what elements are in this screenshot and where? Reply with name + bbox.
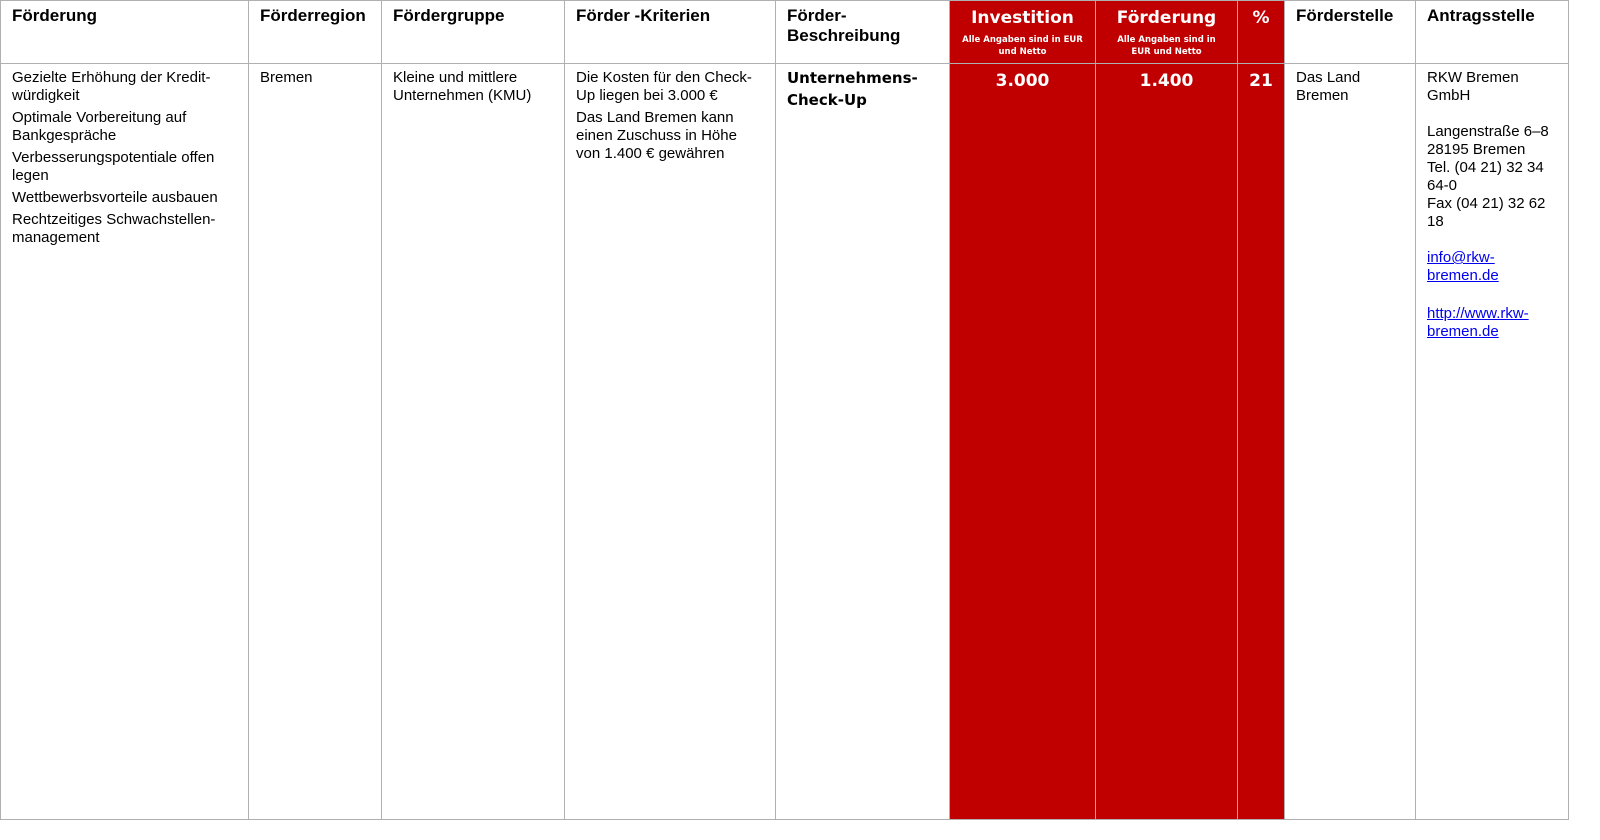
- list-item: Optimale Vorbereitung auf Bankgespräche: [12, 109, 187, 144]
- kriterium-text: Das Land Bremen kann einen Zuschuss in Höhe von 1.400 € gewähren: [576, 109, 737, 162]
- note-line: und Netto: [998, 47, 1047, 57]
- header-row: [1, 1, 1569, 64]
- note-line: EUR und Netto: [1131, 47, 1202, 57]
- header-foerderstelle: Förderstelle: [1285, 1, 1416, 64]
- cell-kriterien: [565, 64, 776, 820]
- header-investition-label: Investition: [971, 8, 1074, 28]
- beschreibung-line: Check-Up: [787, 91, 867, 109]
- cell-percent: 21: [1238, 64, 1285, 820]
- header-foerderung-amount-label: Förderung: [1116, 8, 1217, 28]
- header-foerderung-amount: [1096, 1, 1238, 64]
- spacer: [1427, 231, 1557, 249]
- header-foerderregion: Förderregion: [249, 1, 382, 64]
- header-foerder-beschreibung: [776, 1, 950, 64]
- note-line: Alle Angaben sind in EUR: [962, 35, 1083, 45]
- spacer: [1427, 105, 1557, 123]
- spacer: [1427, 285, 1557, 305]
- kriterium-text: Die Kosten für den Check-Up liegen bei 3.000 €: [576, 69, 752, 104]
- cell-foerderung: [1, 64, 249, 820]
- header-investition-note: [954, 34, 1091, 58]
- antragsstelle-fax: Fax (04 21) 32 62 18: [1427, 195, 1546, 230]
- list-item: Wettbewerbsvorteile ausbauen: [12, 189, 218, 206]
- header-foerderung-note: [1100, 34, 1233, 58]
- header-foerderung: Förderung: [1, 1, 249, 64]
- header-foerder-kriterien: Förder -Kriterien: [565, 1, 776, 64]
- list-item: Verbesserungspotentiale offen legen: [12, 149, 215, 184]
- header-beschreibung-line: Beschreibung: [787, 26, 901, 45]
- header-antragsstelle: Antragsstelle: [1416, 1, 1569, 64]
- cell-foerdergruppe: Kleine und mittlere Unternehmen (KMU): [382, 64, 565, 820]
- antragsstelle-name: RKW Bremen GmbH: [1427, 69, 1519, 104]
- cell-foerderregion: Bremen: [249, 64, 382, 820]
- antragsstelle-street: Langenstraße 6–8: [1427, 123, 1549, 140]
- cell-beschreibung: [776, 64, 950, 820]
- beschreibung-line: Unternehmens-: [787, 69, 918, 87]
- header-percent: [1238, 1, 1285, 64]
- antragsstelle-city: 28195 Bremen: [1427, 141, 1526, 158]
- email-link[interactable]: info@rkw-bremen.de: [1427, 249, 1499, 284]
- list-item: Gezielte Erhöhung der Kredit-würdigkeit: [12, 69, 211, 104]
- website-link[interactable]: http://www.rkw-bremen.de: [1427, 305, 1529, 340]
- header-beschreibung-line: Förder-: [787, 6, 847, 25]
- list-item: Rechtzeitiges Schwachstellen-management: [12, 211, 216, 246]
- cell-foerderung-amount: 1.400: [1096, 64, 1238, 820]
- cell-foerderstelle: Das Land Bremen: [1285, 64, 1416, 820]
- table-row: [1, 64, 1569, 820]
- header-percent-label: %: [1252, 8, 1270, 28]
- note-line: Alle Angaben sind in: [1117, 35, 1216, 45]
- header-investition: [950, 1, 1096, 64]
- cell-investition: 3.000: [950, 64, 1096, 820]
- antragsstelle-tel: Tel. (04 21) 32 34 64-0: [1427, 159, 1544, 194]
- header-foerdergruppe: Fördergruppe: [382, 1, 565, 64]
- cell-antragsstelle: [1416, 64, 1569, 820]
